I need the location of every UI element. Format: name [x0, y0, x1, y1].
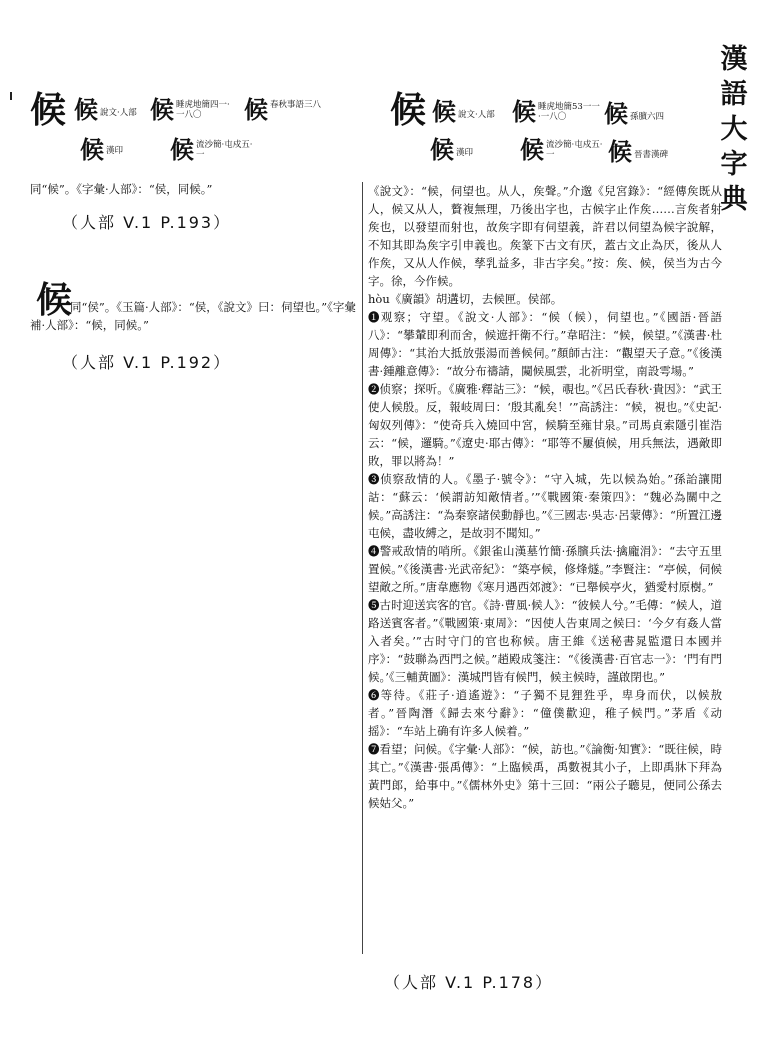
entry-2-head: 候 — [36, 279, 73, 321]
form-source: 流沙簡·屯戍五·一 — [546, 140, 603, 160]
form-source: 說文·人部 — [100, 108, 137, 118]
entry-paragraph: ❶观察；守望。《說文·人部》：“候（候），伺望也。”《國語·晉語八》：“攀輦即利而舍，候遮扞衛不行。”韋昭注：“候，候望。”《漢書·杜周傳》：“其治大抵放張湯而善候伺。”顏師古注：“觀望天子意。”《後漢書·鍾離意傳》：“故分布禱請，闚候風雲，北祈明堂，南設雩場。” — [368, 310, 722, 378]
form-source: 睡虎地簡53一一·一八〇 — [538, 102, 600, 122]
entry-paragraph: ❹警戒敌情的哨所。《銀雀山漢墓竹簡·孫臏兵法·擒龐涓》：“去守五里置候。”《後漢書·光武帝紀》：“築亭候，修烽燧。”李賢注：“亭候，伺候望敵之所。”唐韋應物《寒月遇西郊渡》：“已舉候亭火，猶愛村原樹。” — [368, 544, 722, 594]
entry-2-note: （人部 V.1 P.192） — [62, 353, 232, 372]
entry-paragraph: ❸侦察敌情的人。《墨子·號令》：“守入城，先以候為始。”孫詒讓閒詁：“蘇云：‘候謂訪知敵情者。’”《戰國策·秦策四》：“魏必為關中之候。”高誘注：“為秦察諸侯動靜也。”《三國志·吳志·呂蒙傳》：“所置江邊屯候，盡收縛之，是故羽不聞知。” — [368, 472, 722, 540]
entry-paragraph: hòu《廣韻》胡遘切，去候匣。侯部。 — [368, 292, 563, 306]
form-source: 孫臏六四 — [630, 112, 665, 122]
entry-1-forms — [30, 88, 370, 168]
seal-form: 候 — [74, 95, 98, 124]
entry-paragraph: 《說文》：“候，伺望也。从人，矦聲。”介邈《兒宮錄》：“經傳矦既从人，候又从人，贅複無理，乃後出字也，古候字止作矦……言矦者射矦也，以發望而射也，故矦字即有伺望義，許君以伺望為候字說解，不知其即為矦字引申義也。矦篆下古文有厌，蓋古文止為厌，後从人作矦，又从人作候，孳乳益多，非古字矣。”按：矦、候，侯当为古今字。徐，今作候。 — [368, 184, 722, 288]
seal-form: 候 — [150, 95, 174, 124]
form-source: 漢印 — [456, 148, 474, 158]
entry-1-text: 同“候”。《字彙·人部》：“侯，同候。” — [30, 182, 213, 196]
title-char: 大 — [720, 114, 748, 145]
form-source: 說文·人部 — [458, 110, 495, 120]
title-char: 字 — [720, 149, 748, 180]
entry-1-note: （人部 V.1 P.193） — [62, 213, 232, 232]
title-char: 語 — [720, 79, 748, 110]
entry-2-text: 同“侯”。《玉篇·人部》：“侯，《說文》曰：伺望也。”《字彙補·人部》：“候，同候。” — [30, 300, 356, 332]
seal-form: 候 — [430, 135, 454, 164]
entry-1-head: 候 — [30, 89, 67, 131]
form-source: 晉書漢碑 — [634, 150, 669, 160]
seal-form: 候 — [170, 135, 194, 164]
entry-paragraph: ❻等待。《莊子·逍遙遊》：“子獨不見狸狌乎，卑身而伏，以候敖者。”晉陶潛《歸去來兮辭》：“僮僕歡迎，稚子候門。”茅盾《动摇》：“车站上确有许多人候着。” — [368, 688, 722, 738]
entry-paragraph: ❷侦察；探听。《廣雅·釋詁三》：“候，覗也。”《呂氏春秋·貴因》：“武王使人候殷。反，報岐周曰：‘殷其亂矣！’”高誘注：“候，視也。”《史記·匈奴列傳》：“使奇兵入燒回中宮，候騎至雍甘泉。”司馬貞索隱引崔浩云：“候，邏騎。”《遼史·耶古傳》：“耶等不屢偵候，用兵無法，遇敵即敗，罪以將為！” — [368, 382, 722, 468]
entry-paragraph: ❼看望；问候。《字彙·人部》：“候，訪也。”《論衡·知實》：“既往候，時其亡。”《漢書·張禹傳》：“上臨候禹，禹數視其小子，上即禹牀下拜為黃門郎，給事中。”《儒林外史》第十三回：“兩公子聽見，便同公孫去候姑父。” — [368, 742, 722, 810]
entry-3-head: 候 — [390, 89, 427, 131]
title-char: 典 — [720, 184, 748, 215]
form-source: 漢印 — [106, 146, 124, 156]
entry-3-note: （人部 V.1 P.178） — [384, 973, 554, 992]
seal-form: 候 — [432, 97, 456, 126]
column-rule — [362, 182, 363, 954]
form-source: 流沙簡·屯戍五·一 — [196, 140, 253, 160]
seal-form: 候 — [608, 137, 632, 166]
entry-paragraph: ❺古时迎送宾客的官。《詩·曹風·候人》：“彼候人兮。”毛傳：“候人，道路送賓客者。”《戰國策·東周》：“因使人告東周之候曰：‘今夕有姦人當入者矣。’”古时守门的官也称候。唐王維《送秘書晁監還日本國并序》：“鼓聯為西門之候。”趙殿成箋注：“《後漢書·百官志一》：‘門有門候。’《三輔黄圖》：漢城門皆有候門，候主候時，謹啟閉也。” — [368, 598, 722, 684]
entry-3-body — [368, 182, 722, 812]
entry-3-forms — [390, 88, 710, 168]
title-char: 漢 — [720, 44, 748, 75]
seal-form: 候 — [512, 97, 536, 126]
seal-form: 候 — [80, 135, 104, 164]
margin-mark — [10, 92, 12, 100]
seal-form: 候 — [604, 99, 628, 128]
seal-form: 候 — [244, 95, 268, 124]
seal-form: 候 — [520, 135, 544, 164]
form-source: 睡虎地簡四一·一八〇 — [176, 100, 230, 120]
form-source: 春秋事語三八 — [270, 100, 322, 110]
